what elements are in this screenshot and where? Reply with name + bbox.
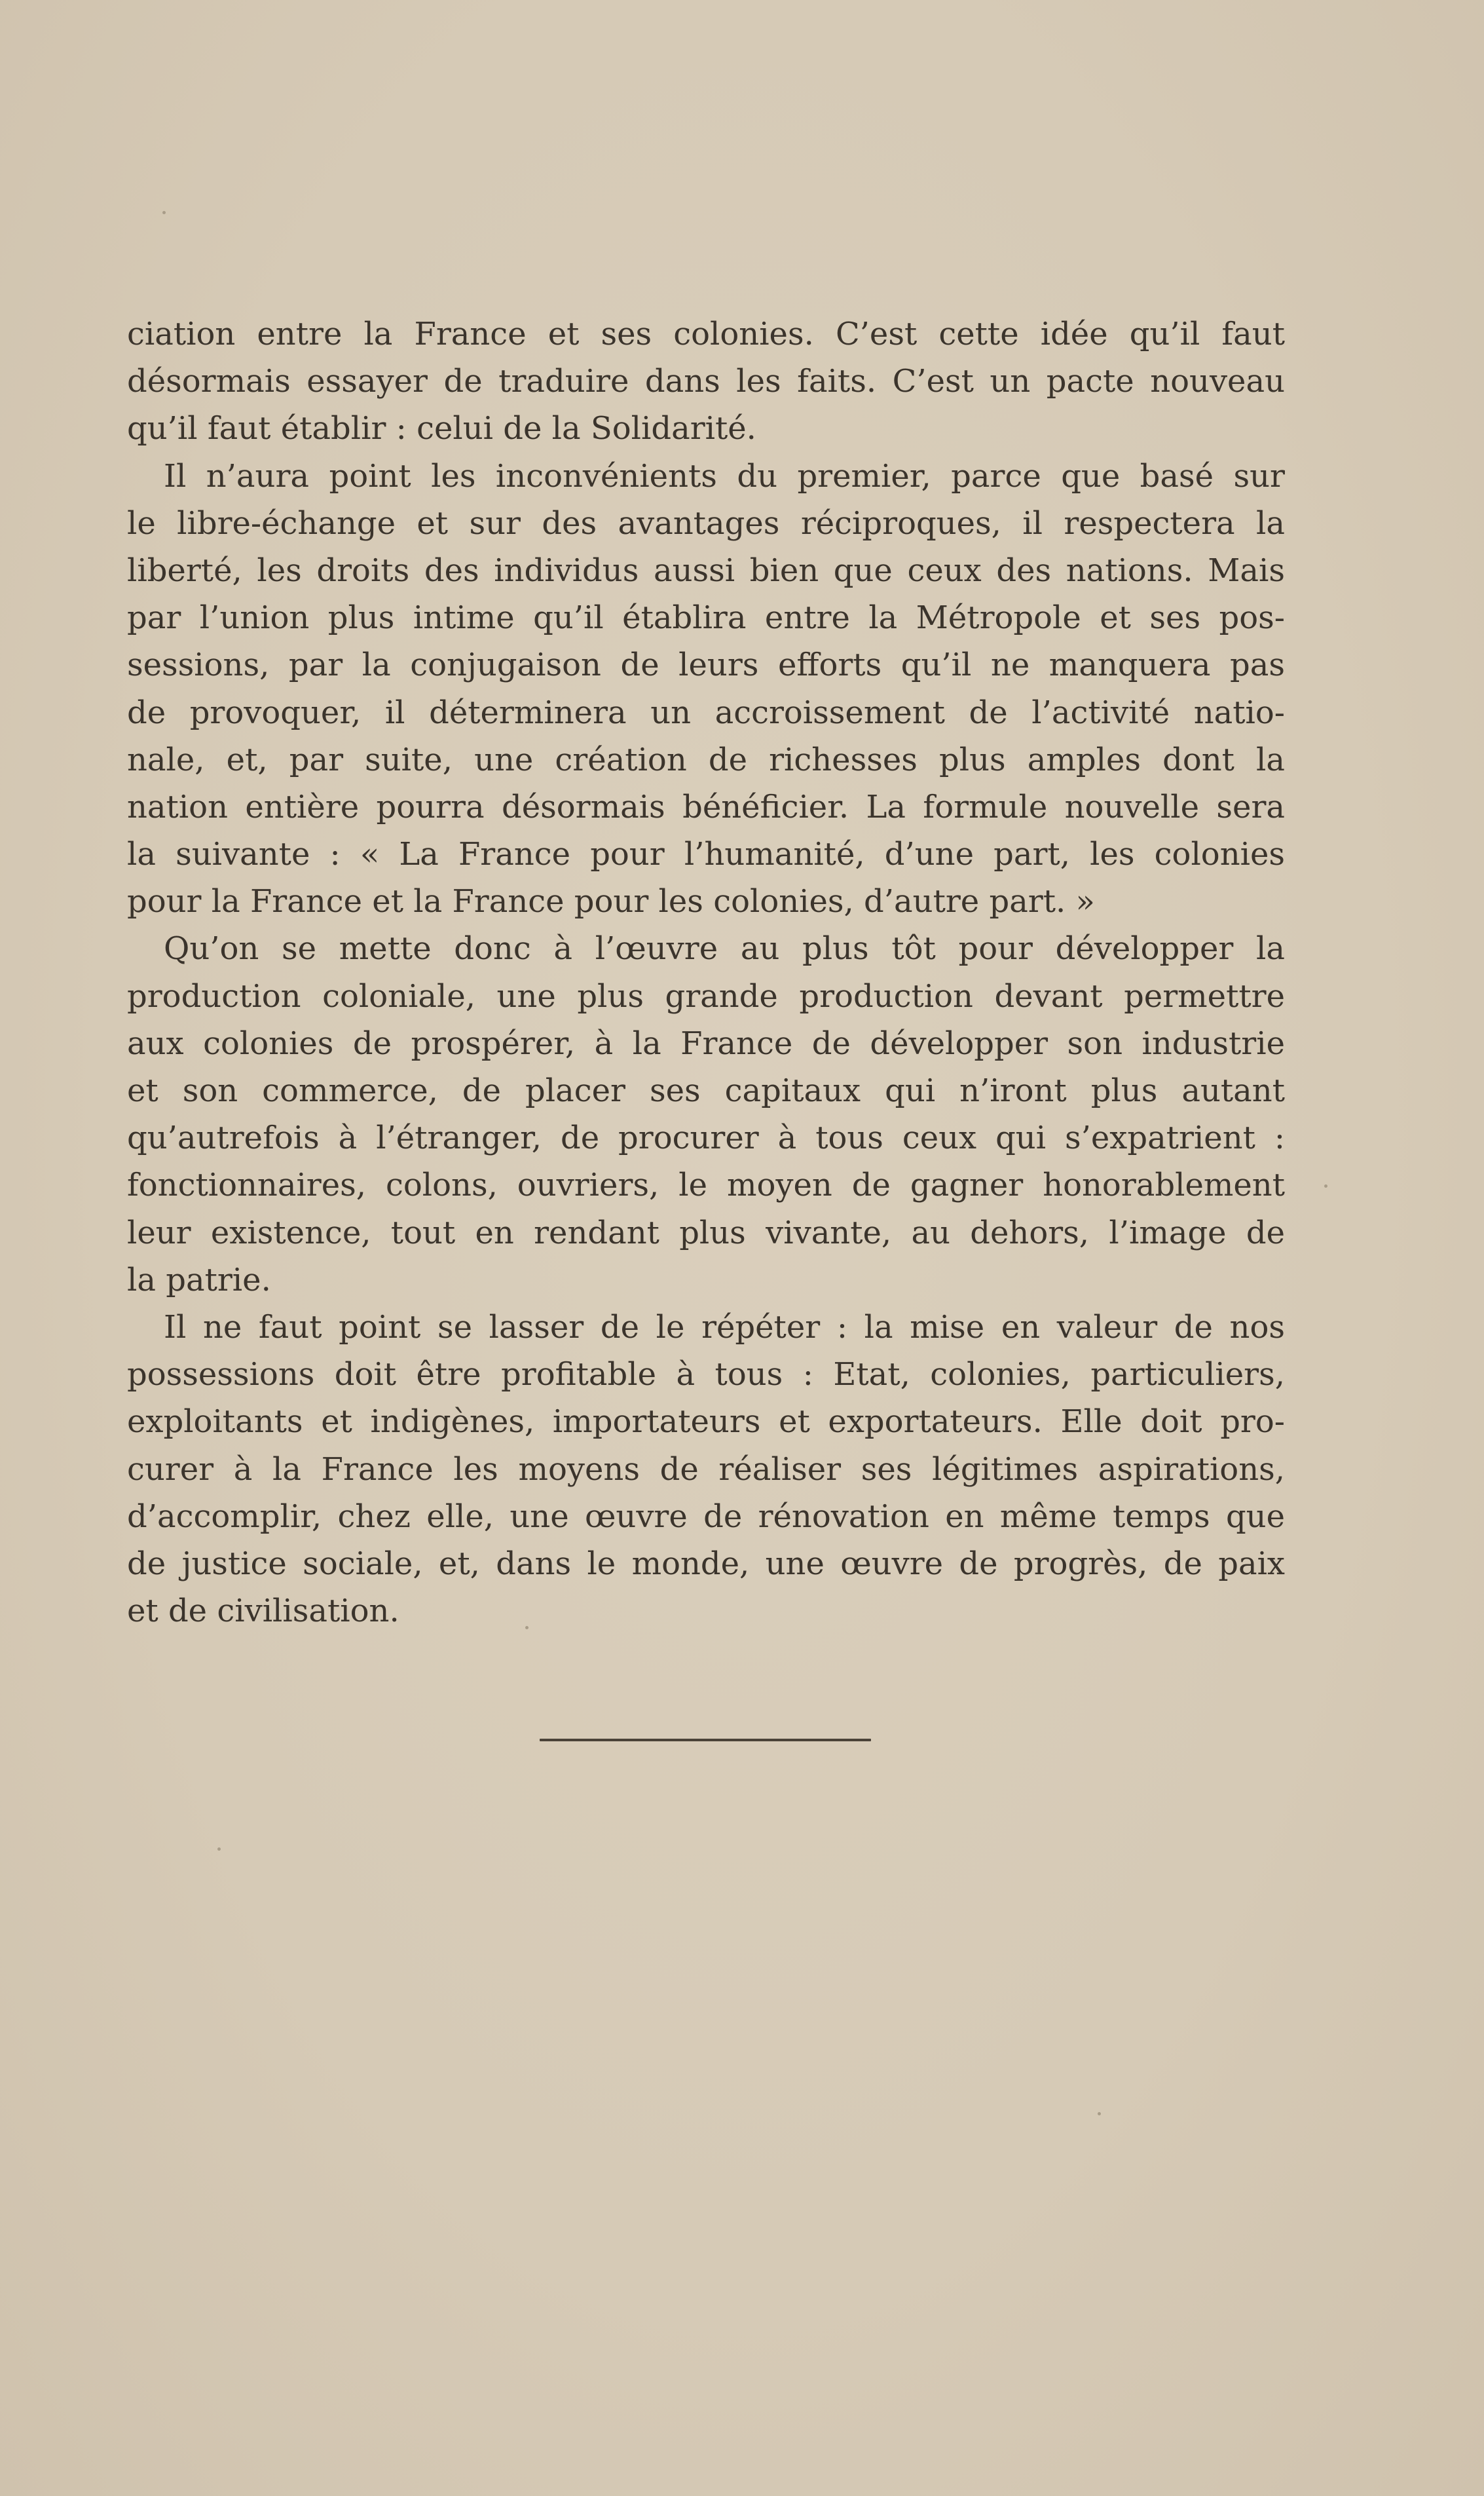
paragraph-3 — [127, 925, 1285, 1304]
text-line: de justice sociale, et, dans le monde, une œuvre de progrès, de paix — [127, 1545, 1285, 1582]
text-line: nation entière pourra désormais bénéficier. La formule nouvelle sera — [127, 788, 1285, 825]
text-line: qu’il faut établir : celui de la Solidarité. — [127, 410, 756, 447]
text-line: Qu’on se mette donc à l’œuvre au plus tôt pour développer la — [164, 930, 1285, 968]
text-line: la patrie. — [127, 1261, 271, 1298]
paper-speck — [525, 1626, 529, 1629]
text-line: nale, et, par suite, une création de richesses plus amples dont la — [127, 741, 1285, 778]
text-line: désormais essayer de traduire dans les faits. C’est un pacte nouveau — [127, 363, 1285, 400]
text-line: production coloniale, une plus grande production devant permettre — [127, 977, 1285, 1015]
text-line: qu’autrefois à l’étranger, de procurer à tous ceux qui s’expatrient : — [127, 1120, 1285, 1157]
text-line: fonctionnaires, colons, ouvriers, le moyen de gagner honorablement — [127, 1167, 1285, 1204]
paper-speck — [162, 211, 166, 214]
text-line: le libre-échange et sur des avantages réciproques, il respectera la — [127, 504, 1285, 542]
text-line: sessions, par la conjugaison de leurs efforts qu’il ne manquera pas — [127, 647, 1285, 684]
text-line: leur existence, tout en rendant plus vivante, au dehors, l’image de — [127, 1214, 1285, 1251]
paragraph-1 — [127, 311, 1285, 453]
text-line: exploitants et indigènes, importateurs et exportateurs. Elle doit pro- — [127, 1403, 1285, 1441]
text-line: la suivante : « La France pour l’humanité, d’une part, les colonies — [127, 836, 1285, 873]
text-line: pour la France et la France pour les colonies, d’autre part. » — [127, 883, 1095, 920]
text-line: Il ne faut point se lasser de le répéter : la mise en valeur de nos — [164, 1308, 1285, 1346]
text-line: curer à la France les moyens de réaliser ses légitimes aspirations, — [127, 1450, 1285, 1488]
text-line: et de civilisation. — [127, 1593, 399, 1630]
text-line: et son commerce, de placer ses capitaux qui n’iront plus autant — [127, 1072, 1285, 1109]
paper-speck — [1324, 1184, 1327, 1188]
paper-speck — [217, 1847, 221, 1851]
body-text — [127, 311, 1285, 1635]
text-line: ciation entre la France et ses colonies. C’est cette idée qu’il faut — [127, 316, 1285, 352]
paragraph-4 — [127, 1304, 1285, 1635]
paper-speck — [1098, 2112, 1101, 2115]
text-line: de provoquer, il déterminera un accroissement de l’activité natio- — [127, 694, 1285, 731]
text-line: Il n’aura point les inconvénients du premier, parce que basé sur — [164, 457, 1285, 495]
paragraph-2 — [127, 453, 1285, 926]
text-line: liberté, les droits des individus aussi bien que ceux des nations. Mais — [127, 552, 1285, 589]
text-line: par l’union plus intime qu’il établira entre la Métropole et ses pos- — [127, 599, 1285, 637]
text-line: d’accomplir, chez elle, une œuvre de rénovation en même temps que — [127, 1498, 1285, 1535]
end-rule-divider — [540, 1739, 871, 1741]
text-line: aux colonies de prospérer, à la France de développer son industrie — [127, 1025, 1285, 1062]
text-line: possessions doit être profitable à tous : Etat, colonies, particuliers, — [127, 1356, 1285, 1393]
